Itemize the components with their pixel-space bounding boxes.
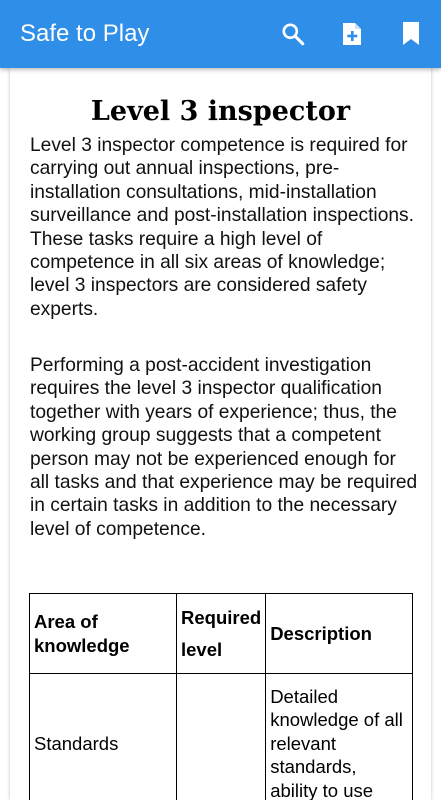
add-document-icon[interactable] <box>338 20 366 48</box>
bookmark-icon[interactable] <box>397 20 425 48</box>
paragraph-post-accident: Performing a post-accident investigation requires the level 3 inspector qualification together with years of experience; thus, the working group suggests that a competent person may not be experienced enough for all tasks and that experience may be required in certain tasks in addition to the necessary level of competence. <box>30 355 418 540</box>
page-title: Level 3 inspector <box>90 96 351 127</box>
cell-level <box>177 674 266 800</box>
paragraph-level3-competence: Level 3 inspector competence is required for carrying out annual inspections, pre-installation consultations, mid-installation surveillance and post-installation inspections. These tasks require a high level of competence in all six areas of knowledge; level 3 inspectors are considered safety experts. <box>30 135 414 320</box>
header-description: Description <box>266 594 413 674</box>
document-content[interactable] <box>10 68 431 800</box>
knowledge-table <box>29 593 413 800</box>
app-bar <box>0 0 441 68</box>
cell-description: Detailed knowledge of all relevant standards, ability to use <box>266 674 413 800</box>
header-area-of-knowledge: Area of knowledge <box>30 594 177 674</box>
cell-area: Standards <box>30 674 177 800</box>
table-header-row <box>30 594 413 674</box>
table-row <box>30 674 413 800</box>
app-title: Safe to Play <box>20 20 150 47</box>
search-icon[interactable] <box>279 20 307 48</box>
header-required-level: Required level <box>177 594 266 674</box>
